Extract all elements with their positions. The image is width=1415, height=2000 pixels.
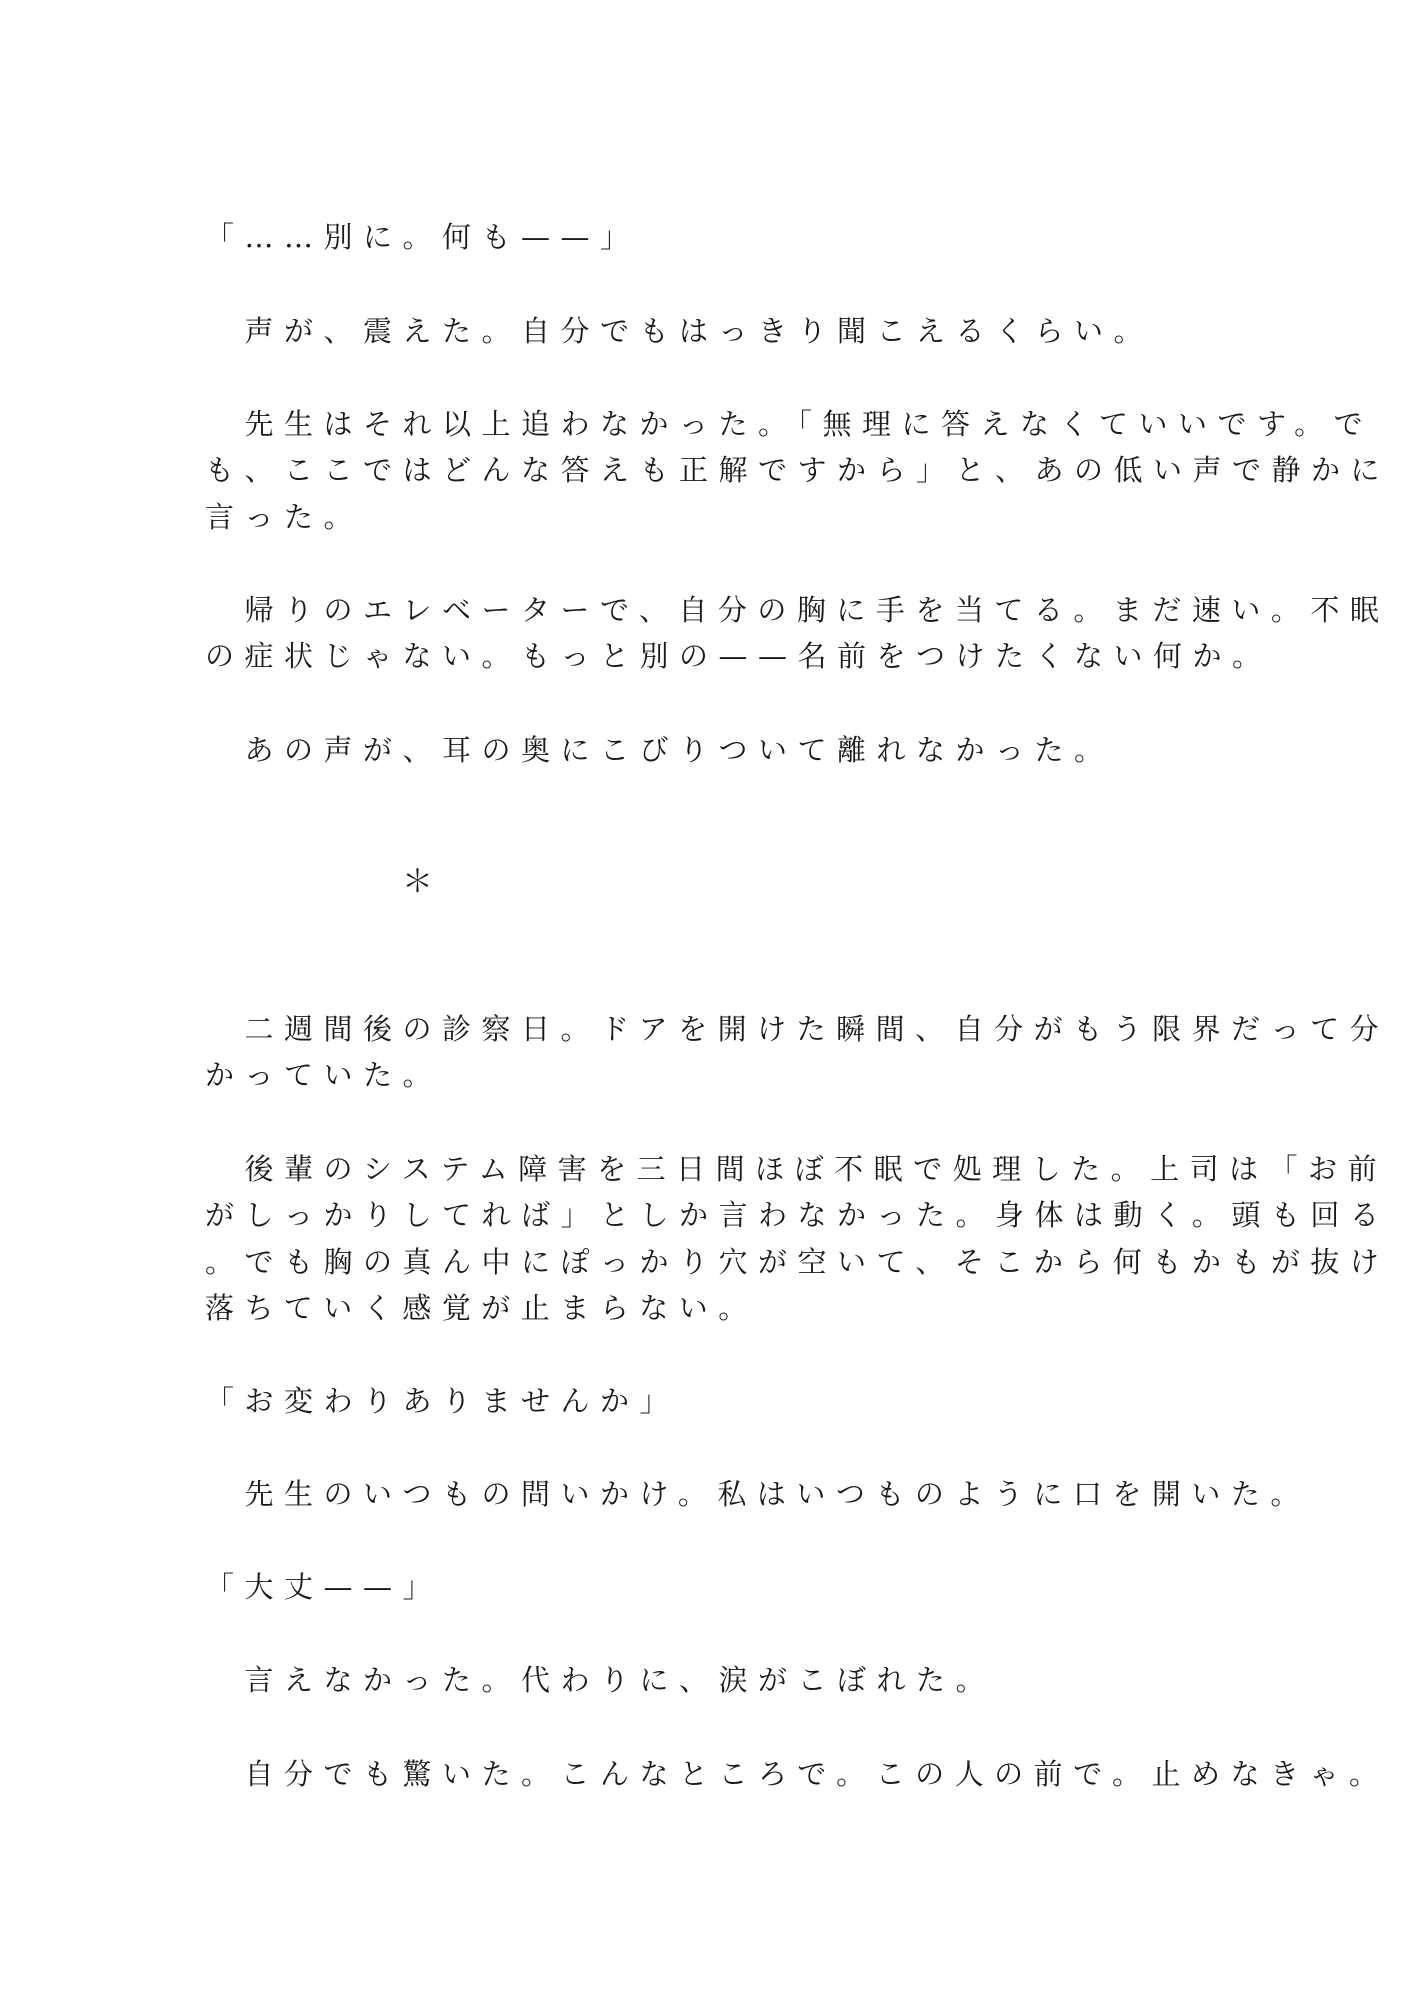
dialog-line: 「……別に。何も——」 (205, 220, 640, 254)
paragraph-line: 言えなかった。代わりに、涙がこぼれた。 (205, 1663, 996, 1697)
paragraph-line: 先生のいつもの問いかけ。私はいつものように口を開いた。 (205, 1477, 1310, 1511)
scene-separator: ＊ (402, 864, 433, 900)
paragraph-line: の症状じゃない。もっと別の——名前をつけたくない何か。 (205, 639, 1272, 673)
paragraph-line: 先生はそれ以上追わなかった。「無理に答えなくていいです。で (205, 407, 1374, 441)
paragraph-line: 落ちていく感覚が止まらない。 (205, 1291, 758, 1325)
paragraph-line: 言った。 (205, 500, 364, 534)
paragraph-line: 帰りのエレベーターで、自分の胸に手を当てる。まだ速い。不眠 (205, 593, 1390, 627)
paragraph-line: あの声が、耳の奥にこびりついて離れなかった。 (205, 733, 1114, 767)
paragraph-line: 声が、震えた。自分でもはっきり聞こえるくらい。 (205, 314, 1154, 348)
dialog-line: 「大丈——」 (205, 1570, 443, 1604)
paragraph-line: も、ここではどんな答えも正解ですから」と、あの低い声で静かに (205, 453, 1391, 487)
paragraph-line: 二週間後の診察日。ドアを開けた瞬間、自分がもう限界だって分 (205, 1012, 1390, 1046)
dialog-line: 「お変わりありませんか」 (205, 1384, 680, 1418)
paragraph-line: 自分でも驚いた。こんなところで。この人の前で。止めなきゃ。 (205, 1757, 1389, 1791)
paragraph-line: 。でも胸の真ん中にぽっかり穴が空いて、そこから何もかもが抜け (205, 1245, 1390, 1279)
paragraph-line: 後輩のシステム障害を三日間ほぼ不眠で処理した。上司は「お前 (205, 1152, 1388, 1186)
paragraph-line: がしっかりしてれば」としか言わなかった。身体は動く。頭も回る (205, 1198, 1390, 1232)
paragraph-line: かっていた。 (205, 1058, 443, 1092)
